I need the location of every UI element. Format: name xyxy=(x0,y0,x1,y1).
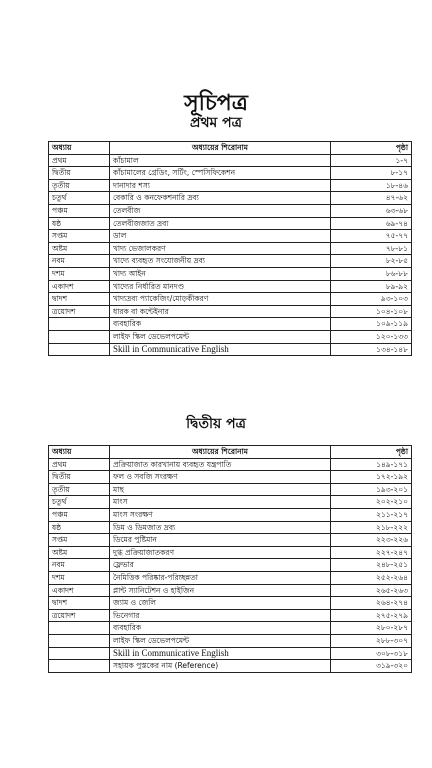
chapter-cell: দ্বাদশ xyxy=(49,293,110,306)
chapter-cell: প্রথম xyxy=(49,458,110,471)
paper-one-heading: প্রথম পত্র xyxy=(190,115,242,131)
page-range-cell: ১৯৩-২০১ xyxy=(331,483,412,496)
chapter-title-cell: তেলবীজ xyxy=(110,204,331,217)
page-range-cell: ২০২-২১০ xyxy=(331,496,412,509)
table-row xyxy=(49,521,412,534)
table-row xyxy=(49,508,412,521)
chapter-title-cell: দানাদার শস্য xyxy=(110,179,331,192)
page-range-cell: ৮-১৭ xyxy=(331,167,412,180)
chapter-title-cell: ডাল xyxy=(110,230,331,243)
chapter-cell: একাদশ xyxy=(49,584,110,597)
page-range-cell: ১৭২-১৯২ xyxy=(331,471,412,484)
chapter-title-cell: সহায়ক পুস্তকের নাম (Reference) xyxy=(110,660,331,673)
chapter-title-cell: মাংস সংরক্ষণ xyxy=(110,508,331,521)
chapter-title-cell: দুগ্ধ প্রক্রিয়াজাতকরণ xyxy=(110,546,331,559)
chapter-cell: নবম xyxy=(49,255,110,268)
table-row xyxy=(49,179,412,192)
chapter-cell: পঞ্চম xyxy=(49,508,110,521)
chapter-title-cell: কাঁচামালের গ্রেডিং, সর্টিং, স্পেসিফিকেশন xyxy=(110,167,331,180)
chapter-cell: দ্বিতীয় xyxy=(49,167,110,180)
table-row xyxy=(49,471,412,484)
page-range-cell: ২৮০-২৮৭ xyxy=(331,622,412,635)
table-row xyxy=(49,546,412,559)
chapter-cell: ষষ্ঠ xyxy=(49,521,110,534)
table-row xyxy=(49,609,412,622)
chapter-title-cell: ডিমের পুষ্টিমান xyxy=(110,534,331,547)
page-range-cell: ৮২-৮৫ xyxy=(331,255,412,268)
table-row xyxy=(49,660,412,673)
table-row xyxy=(49,622,412,635)
chapter-title-cell: লাইফ স্কিল ডেভেলপমেন্ট xyxy=(110,330,331,343)
page-range-cell: ১৪৯-১৭১ xyxy=(331,458,412,471)
table-row xyxy=(49,343,412,356)
page-range-cell: ১০৪-১০৮ xyxy=(331,305,412,318)
chapter-title-cell: বেকারি ও কনফেকশনারি দ্রব্য xyxy=(110,192,331,205)
table-row xyxy=(49,167,412,180)
page-range-cell: ২১৮-২২২ xyxy=(331,521,412,534)
chapter-cell: চতুর্থ xyxy=(49,192,110,205)
table-row xyxy=(49,571,412,584)
chapter-title-cell: মাংস xyxy=(110,496,331,509)
chapter-title-cell: ব্যবহারিক xyxy=(110,622,331,635)
chapter-title-cell: ব্যবহারিক xyxy=(110,318,331,331)
table-row xyxy=(49,647,412,660)
chapter-title-cell: ফল ও সবজি সংরক্ষণ xyxy=(110,471,331,484)
page-range-cell: ৭৮-৮১ xyxy=(331,242,412,255)
table-row xyxy=(49,483,412,496)
page-range-cell: ২১১-২১৭ xyxy=(331,508,412,521)
table-row xyxy=(49,280,412,293)
page-range-cell: ২৬৫-২৬৩ xyxy=(331,584,412,597)
chapter-title-cell: খাদ্যদ্রব্য প্যাকেজিং/মোড়কীকরণ xyxy=(110,293,331,306)
chapter-cell: একাদশ xyxy=(49,280,110,293)
table-row xyxy=(49,192,412,205)
table-row xyxy=(49,242,412,255)
chapter-title-cell: খাদ্য ভেজালকরণ xyxy=(110,242,331,255)
chapter-cell: অষ্টম xyxy=(49,546,110,559)
chapter-cell xyxy=(49,330,110,343)
page-range-cell: ১০৯-১১৯ xyxy=(331,318,412,331)
chapter-cell xyxy=(49,647,110,660)
chapter-cell: সপ্তম xyxy=(49,230,110,243)
chapter-title-cell: মাছ xyxy=(110,483,331,496)
chapter-title-cell: ধারক বা কন্টেইনার xyxy=(110,305,331,318)
chapter-title-cell: তেলবীজজাত দ্রব্য xyxy=(110,217,331,230)
page-title: সূচিপত্র xyxy=(184,90,248,116)
chapter-header: অধ্যায় xyxy=(49,142,110,155)
page-range-cell: ৭৫-৭৭ xyxy=(331,230,412,243)
chapter-header: অধ্যায় xyxy=(49,446,110,459)
page-range-cell: ১-৭ xyxy=(331,154,412,167)
table-row xyxy=(49,559,412,572)
table-row xyxy=(49,496,412,509)
table-row xyxy=(49,534,412,547)
chapter-cell: দশম xyxy=(49,571,110,584)
page-range-cell: ১২০-১৩৩ xyxy=(331,330,412,343)
table-row xyxy=(49,597,412,610)
table-row xyxy=(49,217,412,230)
page-range-cell: ২২৭-২৪৭ xyxy=(331,546,412,559)
table-row xyxy=(49,330,412,343)
table-row xyxy=(49,267,412,280)
chapter-title-cell: কাঁচামাল xyxy=(110,154,331,167)
table-row xyxy=(49,584,412,597)
chapter-cell: ত্রয়োদশ xyxy=(49,305,110,318)
paper-two-heading: দ্বিতীয় পত্র xyxy=(186,416,246,432)
chapter-title-cell: প্রক্রিয়াজাত কারখানায় ব্যবহৃত যন্ত্রপাতি xyxy=(110,458,331,471)
chapter-cell xyxy=(49,318,110,331)
chapter-title-cell: খাদ্য আইন xyxy=(110,267,331,280)
chapter-title-cell: খাদ্যে ব্যবহৃত সংযোজনীয় দ্রব্য xyxy=(110,255,331,268)
chapter-cell xyxy=(49,343,110,356)
page-range-cell: ৬৩-৬৮ xyxy=(331,204,412,217)
table-header-row xyxy=(49,142,412,155)
page-range-cell: ৩১৯-৩২০ xyxy=(331,660,412,673)
chapter-title-cell: ডিম ও ডিমজাত দ্রব্য xyxy=(110,521,331,534)
chapter-title-cell: লাইফ স্কিল ডেভেলপমেন্ট xyxy=(110,634,331,647)
table-row xyxy=(49,458,412,471)
chapter-cell: চতুর্থ xyxy=(49,496,110,509)
chapter-cell xyxy=(49,622,110,635)
chapter-title-cell: ভিনেগার xyxy=(110,609,331,622)
chapter-title-cell: খাদ্যের নির্ধারিত মানদণ্ড xyxy=(110,280,331,293)
table-row xyxy=(49,318,412,331)
table-header-row xyxy=(49,446,412,459)
chapter-title-cell: নৈমিত্তিক পরিষ্কার-পরিচ্ছন্নতা xyxy=(110,571,331,584)
chapter-title-header: অধ্যায়ের শিরোনাম xyxy=(110,446,331,459)
chapter-cell xyxy=(49,634,110,647)
page-range-cell: ২৪৮-২৫১ xyxy=(331,559,412,572)
chapter-cell xyxy=(49,660,110,673)
page-range-cell: ৩০৮-৩১৮ xyxy=(331,647,412,660)
chapter-cell: সপ্তম xyxy=(49,534,110,547)
table-row xyxy=(49,293,412,306)
chapter-cell: দ্বাদশ xyxy=(49,597,110,610)
chapter-cell: ত্রয়োদশ xyxy=(49,609,110,622)
table-row xyxy=(49,204,412,217)
page-range-cell: ২৭৫-২৭৯ xyxy=(331,609,412,622)
chapter-cell: দশম xyxy=(49,267,110,280)
table-row xyxy=(49,230,412,243)
chapter-cell: তৃতীয় xyxy=(49,179,110,192)
table-row xyxy=(49,634,412,647)
chapter-cell: ষষ্ঠ xyxy=(49,217,110,230)
page-range-cell: ১৩৪-১৪৮ xyxy=(331,343,412,356)
chapter-title-cell: প্লান্ট স্যানিটেশন ও হাইজিন xyxy=(110,584,331,597)
page-range-cell: ২৫২-২৬৪ xyxy=(331,571,412,584)
chapter-title-cell: Skill in Communicative English xyxy=(110,647,331,660)
chapter-cell: তৃতীয় xyxy=(49,483,110,496)
chapter-cell: অষ্টম xyxy=(49,242,110,255)
table-row xyxy=(49,255,412,268)
page-range-cell: ৬৯-৭৪ xyxy=(331,217,412,230)
paper-one-table xyxy=(48,141,412,356)
paper-two-table xyxy=(48,445,412,673)
chapter-title-cell: Skill in Communicative English xyxy=(110,343,331,356)
page-header: পৃষ্ঠা xyxy=(331,142,412,155)
chapter-cell: পঞ্চম xyxy=(49,204,110,217)
chapter-title-cell: ফ্লেভার xyxy=(110,559,331,572)
page-range-cell: ১৮-৪৬ xyxy=(331,179,412,192)
table-row xyxy=(49,305,412,318)
page-range-cell: ২২৩-২২৬ xyxy=(331,534,412,547)
page-header: পৃষ্ঠা xyxy=(331,446,412,459)
chapter-cell: নবম xyxy=(49,559,110,572)
chapter-title-cell: জ্যাম ও জেলি xyxy=(110,597,331,610)
page-range-cell: ৮৬-৮৮ xyxy=(331,267,412,280)
page-range-cell: ৪৭-৬২ xyxy=(331,192,412,205)
page-range-cell: ৮৯-৯২ xyxy=(331,280,412,293)
chapter-title-header: অধ্যায়ের শিরোনাম xyxy=(110,142,331,155)
page-range-cell: ৯৩-১০৩ xyxy=(331,293,412,306)
table-row xyxy=(49,154,412,167)
page-range-cell: ২৮৮-৩০৭ xyxy=(331,634,412,647)
chapter-cell: দ্বিতীয় xyxy=(49,471,110,484)
page-range-cell: ২৬৪-২৭৪ xyxy=(331,597,412,610)
chapter-cell: প্রথম xyxy=(49,154,110,167)
